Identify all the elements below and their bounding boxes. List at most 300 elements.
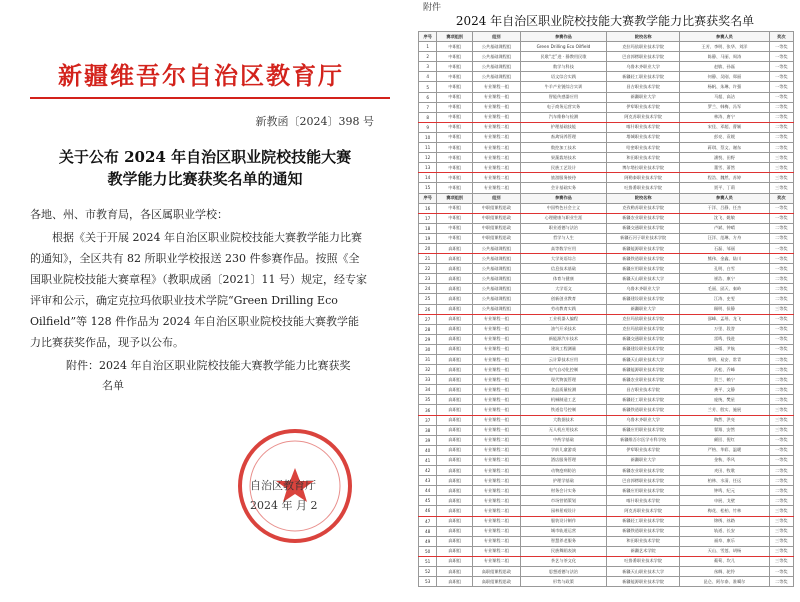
table-cell: 巴音郭楞职业技术学院 (607, 52, 680, 62)
table-cell: 三等奖 (769, 183, 793, 193)
table-cell: 机械制造工艺 (520, 395, 606, 405)
table-cell: 一等奖 (769, 92, 793, 102)
table-cell: 新疆应用职业技术学院 (607, 425, 680, 435)
table-cell: 一等奖 (769, 82, 793, 92)
table-row (419, 395, 794, 405)
table-cell: 专业课程二组 (473, 122, 521, 132)
table-cell: 专业课程一组 (473, 102, 521, 112)
table-cell: 33 (419, 375, 437, 385)
table-row (419, 274, 794, 284)
table-cell: 园林景观设计 (520, 506, 606, 516)
table-cell: 高职组 (437, 435, 473, 445)
seal-org: 自治区教育厅 (250, 479, 316, 492)
table-cell: 二等奖 (769, 355, 793, 365)
table-cell: 7 (419, 102, 437, 112)
table-cell: 丝绸、驼铃 (680, 566, 770, 576)
table-cell: 52 (419, 566, 437, 576)
table-row (419, 516, 794, 526)
table-cell: 专业课程一组 (473, 395, 521, 405)
table-cell: 44 (419, 486, 437, 496)
table-cell: 一等奖 (769, 72, 793, 82)
table-row (419, 314, 794, 324)
table-cell: 乌鲁木齐职业大学 (607, 415, 680, 425)
table-cell: 二等奖 (769, 143, 793, 153)
table-cell: 高职组 (437, 314, 473, 324)
table-cell: 新疆交通职业技术学院 (607, 223, 680, 233)
table-cell: 公共基础课程组 (473, 284, 521, 294)
table-cell: 二等奖 (769, 476, 793, 486)
table-row (419, 203, 794, 213)
table-row (419, 42, 794, 52)
table-cell: 24 (419, 284, 437, 294)
table-cell: 专业课程一组 (473, 375, 521, 385)
table-cell: 一等奖 (769, 344, 793, 354)
column-header: 赛项组别 (437, 193, 473, 203)
table-cell: 专业课程一组 (473, 344, 521, 354)
table-cell: 庞统、樊星 (680, 395, 770, 405)
table-cell: 二等奖 (769, 496, 793, 506)
table-cell: 高职组 (437, 566, 473, 576)
table-row (419, 132, 794, 142)
table-cell: 动物疫病防治 (520, 466, 606, 476)
table-cell: 语文综合实践 (520, 72, 606, 82)
table-cell: 高职组 (437, 365, 473, 375)
table-cell: 高职组 (437, 556, 473, 566)
table-cell: 一等奖 (769, 264, 793, 274)
table-cell: 专业课程二组 (473, 516, 521, 526)
table-cell: 高职组 (437, 496, 473, 506)
table-cell: 二等奖 (769, 577, 793, 587)
table-cell: 数学与科技 (520, 62, 606, 72)
table-row (419, 455, 794, 465)
table-cell: 护理学基础 (520, 476, 606, 486)
table-cell: 二等奖 (769, 395, 793, 405)
table-cell: 财务会计实务 (520, 486, 606, 496)
table-cell: 公共基础课程组 (473, 243, 521, 253)
column-header: 参赛人员 (680, 193, 770, 203)
table-cell: 严格、华彩、温暖 (680, 445, 770, 455)
column-header: 院校名称 (607, 32, 680, 42)
table-cell: 云计算技术应用 (520, 355, 606, 365)
header-rule (30, 97, 390, 99)
table-row (419, 62, 794, 72)
table-row (419, 153, 794, 163)
table-cell: 福寿、康乐 (680, 536, 770, 546)
table-cell: 新疆农业职业技术学院 (607, 213, 680, 223)
table-cell: 服装设计制作 (520, 516, 606, 526)
table-cell: 中职组 (437, 112, 473, 122)
appendix-page (410, 0, 800, 602)
table-cell: 民族舞蹈表演 (520, 546, 606, 556)
table-cell: 石磊、邹丽 (680, 243, 770, 253)
table-cell: 高职组 (437, 344, 473, 354)
table-cell: 蒋琪、蔡文、谢东 (680, 143, 770, 153)
column-header: 参赛作品 (520, 32, 606, 42)
table-cell: 专业课程二组 (473, 496, 521, 506)
table-cell: 专业课程一组 (473, 334, 521, 344)
table-cell: 乌鲁木齐职业大学 (607, 284, 680, 294)
table-cell: 克拉玛依职业技术学院 (607, 314, 680, 324)
table-cell: 53 (419, 577, 437, 587)
table-cell: 大学英语综合 (520, 254, 606, 264)
table-cell: 中药学基础 (520, 435, 606, 445)
table-cell: 新疆应用职业技术学院 (607, 486, 680, 496)
table-cell: 专业课程一组 (473, 92, 521, 102)
table-row (419, 183, 794, 193)
table-cell: 高职组 (437, 516, 473, 526)
table-cell: 思想道德与法治 (520, 566, 606, 576)
table-cell: 三等奖 (769, 415, 793, 425)
table-cell: 新疆农业职业技术学院 (607, 466, 680, 476)
table-cell: 创新创业教育 (520, 294, 606, 304)
table-cell: 中职组课程思政 (473, 233, 521, 243)
table-cell: 公共基础课程组 (473, 42, 521, 52)
table-cell: 民歌“走”进 · 静教用民歌 (520, 52, 606, 62)
table-cell: 专业课程二组 (473, 445, 521, 455)
table-cell: 高职组 (437, 445, 473, 455)
table-row (419, 213, 794, 223)
table-cell: 新疆能源职业技术学院 (607, 365, 680, 375)
table-cell: 民族工艺设计 (520, 163, 606, 173)
table-row (419, 486, 794, 496)
table-cell: 17 (419, 213, 437, 223)
seal-date: 2024 年 月 2 (250, 499, 318, 512)
table-cell: 一等奖 (769, 203, 793, 213)
table-cell: 高职组 (437, 415, 473, 425)
column-header: 组别 (473, 32, 521, 42)
annex-line-1: 附件：2024 年自治区职业院校技能大赛教学能力比赛获奖 (66, 359, 351, 372)
table-cell: 王芳、李明、张华、刘洋 (680, 42, 770, 52)
table-cell: 大学语文 (520, 284, 606, 294)
table-cell: 专业课程一组 (473, 355, 521, 365)
table-cell: 新疆轻工职业技术学院 (607, 395, 680, 405)
table-cell: 无人机应用技术 (520, 425, 606, 435)
table-cell: 中职组课程思政 (473, 203, 521, 213)
table-row (419, 466, 794, 476)
table-cell: 巴音郭楞职业技术学院 (607, 476, 680, 486)
table-cell: 新能源汽车技术 (520, 334, 606, 344)
table-cell: 宋佳、邓超、曹颖 (680, 122, 770, 132)
table-cell: 翟翔、安然 (680, 425, 770, 435)
table-cell: 42 (419, 466, 437, 476)
table-cell: 二等奖 (769, 466, 793, 476)
table-cell: 二等奖 (769, 385, 793, 395)
table-cell: 公共基础课程组 (473, 62, 521, 72)
table-cell: 新疆维吾尔医学专科学校 (607, 435, 680, 445)
table-cell: 中职组 (437, 52, 473, 62)
table-row (419, 375, 794, 385)
table-row (419, 143, 794, 153)
table-cell: 新疆铁道职业技术学院 (607, 254, 680, 264)
notice-paragraph: 根据《关于开展 2024 年自治区职业院校技能大赛教学能力比赛的通知》，全区共有 82 所职业学校报送 230 件参赛作品。按照《全国职业院校技能大赛章程》（教职成函〔2021〕11 号）规定，经专家评审和公示，确定克拉玛依职业技术学院“Green Drilling Eco Oilfield”等 128 件作品为 2024 年自治区职业院校技能大赛教学能力比赛获奖作品，现予以公布。 (30, 231, 367, 349)
table-cell: 智慧养老服务 (520, 536, 606, 546)
table-row (419, 284, 794, 294)
table-cell: 高职组 (437, 324, 473, 334)
table-row (419, 496, 794, 506)
table-cell: 于洋、吕静、任杰 (680, 203, 770, 213)
table-cell: 阿勒泰职业技术学院 (607, 173, 680, 183)
table-cell: 昌吉职业技术学院 (607, 385, 680, 395)
table-cell: 高等数学应用 (520, 243, 606, 253)
table-cell: 吐鲁番职业技术学院 (607, 183, 680, 193)
table-cell: 专业课程二组 (473, 546, 521, 556)
table-cell: 汤圆、尹航 (680, 344, 770, 354)
table-cell: 三等奖 (769, 536, 793, 546)
table-cell: 马超、高洁 (680, 92, 770, 102)
table-cell: 高职组 (437, 274, 473, 284)
table-cell: 三等奖 (769, 173, 793, 183)
table-row (419, 163, 794, 173)
table-cell: 新疆职业大学 (607, 455, 680, 465)
table-cell: 高职组 (437, 486, 473, 496)
table-cell: 专业课程二组 (473, 506, 521, 516)
table-cell: 新疆建设职业技术学院 (607, 344, 680, 354)
table-cell: 果蔬栽培技术 (520, 153, 606, 163)
table-cell: 高职组 (437, 334, 473, 344)
table-row (419, 476, 794, 486)
table-cell: 36 (419, 405, 437, 415)
table-cell: 新疆应用职业技术学院 (607, 264, 680, 274)
table-cell: 新疆天山职业技术大学 (607, 566, 680, 576)
column-header: 组别 (473, 193, 521, 203)
table-cell: 塔城职业技术学院 (607, 132, 680, 142)
table-cell: 数控加工技术 (520, 143, 606, 153)
table-cell: 金秋、季风 (680, 455, 770, 465)
table-cell: 中职组 (437, 173, 473, 183)
table-cell: 二等奖 (769, 132, 793, 142)
table-cell: 三等奖 (769, 304, 793, 314)
table-row (419, 233, 794, 243)
table-cell: 专业课程一组 (473, 365, 521, 375)
table-cell: 城市轨道运营 (520, 526, 606, 536)
table-cell: 20 (419, 243, 437, 253)
table-cell: 中职组 (437, 72, 473, 82)
table-cell: 中职组 (437, 143, 473, 153)
table-cell: 喀什职业技术学院 (607, 122, 680, 132)
table-cell: 29 (419, 334, 437, 344)
table-cell: 高职组 (437, 466, 473, 476)
table-cell: 三等奖 (769, 516, 793, 526)
table-cell: 工业机器人编程 (520, 314, 606, 324)
table-cell: 高职组 (437, 455, 473, 465)
table-cell: 中职组 (437, 132, 473, 142)
table-cell: 林涛、唐宁 (680, 112, 770, 122)
table-cell: 新疆交通职业技术学院 (607, 334, 680, 344)
table-cell: 专业课程一组 (473, 405, 521, 415)
table-cell: 5 (419, 82, 437, 92)
table-cell: 劳动教育实践 (520, 304, 606, 314)
column-header: 奖次 (769, 193, 793, 203)
award-table (418, 31, 794, 587)
table-cell: 高职组 (437, 536, 473, 546)
table-row (419, 536, 794, 546)
table-cell: 新疆职业大学 (607, 92, 680, 102)
table-cell: 酒店服务管理 (520, 455, 606, 465)
award-table-body (419, 42, 794, 587)
table-cell: 中职组 (437, 183, 473, 193)
table-cell: 万里、段誉 (680, 324, 770, 334)
table-cell: 专业课程二组 (473, 526, 521, 536)
table-cell: 何静、吴刚、郑丽 (680, 72, 770, 82)
table-cell: 专业课程二组 (473, 143, 521, 153)
table-cell: 公共基础课程组 (473, 52, 521, 62)
table-cell: 专业课程二组 (473, 536, 521, 546)
table-row (419, 355, 794, 365)
table-cell: 新疆能源职业技术学院 (607, 577, 680, 587)
table-cell: 专业课程一组 (473, 385, 521, 395)
table-cell: 孔明、白雪 (680, 264, 770, 274)
table-cell: 三等奖 (769, 556, 793, 566)
table-cell: 中职组 (437, 122, 473, 132)
table-cell: 信息技术基础 (520, 264, 606, 274)
table-row (419, 546, 794, 556)
table-cell: 中职组 (437, 223, 473, 233)
table-cell: 专业课程二组 (473, 183, 521, 193)
table-cell: 昆仑、阿尔泰、准噶尔 (680, 577, 770, 587)
table-cell: 公共基础课程组 (473, 72, 521, 82)
table-cell: 一等奖 (769, 62, 793, 72)
table-cell: 和田职业技术学院 (607, 153, 680, 163)
table-cell: 体育与健康 (520, 274, 606, 284)
table-cell: 三等奖 (769, 425, 793, 435)
table-row (419, 264, 794, 274)
column-header: 序号 (419, 32, 437, 42)
table-cell: 电气自动化控制 (520, 365, 606, 375)
table-cell: 高职组 (437, 506, 473, 516)
table-cell: 职业道德与法治 (520, 223, 606, 233)
table-cell: 克孜勒苏职业技术学院 (607, 203, 680, 213)
table-cell: 中职组课程思政 (473, 213, 521, 223)
table-row (419, 122, 794, 132)
table-cell: 陈静、马丽、周涛 (680, 52, 770, 62)
table-row (419, 254, 794, 264)
table-cell: 毛丽、邱天、秦岭 (680, 284, 770, 294)
table-cell: 51 (419, 556, 437, 566)
annex-note (66, 356, 376, 396)
table-cell: 沈飞、姚敏 (680, 213, 770, 223)
table-cell: 专业课程二组 (473, 435, 521, 445)
table-cell: 47 (419, 516, 437, 526)
table-cell: 顾明、侯静 (680, 304, 770, 314)
table-cell: 旅游服务接待 (520, 173, 606, 183)
table-cell: 三等奖 (769, 546, 793, 556)
table-cell: 建筑工程测量 (520, 344, 606, 354)
appendix-label: 附件 (423, 3, 442, 13)
table-cell: 高职组 (437, 405, 473, 415)
document-number: 新教函〔2024〕398 号 (255, 115, 374, 128)
table-cell: 35 (419, 395, 437, 405)
table-cell: 高职组 (437, 254, 473, 264)
table-cell: 博尔塔拉职业技术学院 (607, 163, 680, 173)
table-cell: 柏林、水清、任远 (680, 476, 770, 486)
column-header: 赛项组别 (437, 32, 473, 42)
table-cell: 二等奖 (769, 112, 793, 122)
table-cell: 13 (419, 163, 437, 173)
table-row (419, 506, 794, 516)
table-cell: 轨道、长安 (680, 526, 770, 536)
table-cell: 油气开采技术 (520, 324, 606, 334)
table-cell: 畜禽饲养管理 (520, 132, 606, 142)
table-cell: 二等奖 (769, 223, 793, 233)
table-cell: 三等奖 (769, 526, 793, 536)
table-cell: 高职组 (437, 395, 473, 405)
table-cell: 新疆天山职业技术大学 (607, 355, 680, 365)
table-cell: 三等奖 (769, 163, 793, 173)
table-cell: 中职组 (437, 62, 473, 72)
table-cell: 6 (419, 92, 437, 102)
table-cell: 10 (419, 132, 437, 142)
table-row (419, 304, 794, 314)
table-cell: 中职组 (437, 163, 473, 173)
table-cell: 熊伟、金鑫、陆川 (680, 254, 770, 264)
table-cell: 16 (419, 203, 437, 213)
table-cell: 梅花、松柏、竹林 (680, 506, 770, 516)
table-row (419, 385, 794, 395)
table-cell: 专业课程二组 (473, 132, 521, 142)
table-cell: 高职组 (437, 264, 473, 274)
column-header: 院校名称 (607, 193, 680, 203)
notice-title (30, 146, 380, 190)
table-cell: 中职组 (437, 233, 473, 243)
table-cell: 一等奖 (769, 52, 793, 62)
table-cell: 电子商务运营实务 (520, 102, 606, 112)
table-cell: 昌吉职业技术学院 (607, 82, 680, 92)
table-cell: 专业课程二组 (473, 163, 521, 173)
table-cell: 克拉玛依职业技术学院 (607, 324, 680, 334)
table-cell: 彭亮、袁媛 (680, 132, 770, 142)
table-cell: 30 (419, 344, 437, 354)
table-cell: 克拉玛依职业技术学院 (607, 42, 680, 52)
table-cell: 22 (419, 264, 437, 274)
table-cell: 阿克苏职业技术学院 (607, 112, 680, 122)
table-cell: 新疆能源职业技术学院 (607, 243, 680, 253)
table-row (419, 334, 794, 344)
table-cell: 19 (419, 233, 437, 243)
table-cell: 新疆天山职业技术大学 (607, 274, 680, 284)
table-cell: 天山、雪莲、胡杨 (680, 546, 770, 556)
table-cell: 龚平、文静 (680, 385, 770, 395)
table-row (419, 102, 794, 112)
table-cell: 伊犁职业技术学院 (607, 102, 680, 112)
table-cell: 37 (419, 415, 437, 425)
table-cell: 一等奖 (769, 435, 793, 445)
table-cell: 茶艺与茶文化 (520, 556, 606, 566)
table-cell: 高职组课程思政 (473, 566, 521, 576)
table-cell: 新疆职业大学 (607, 304, 680, 314)
table-cell: 新疆铁道职业技术学院 (607, 526, 680, 536)
table-row (419, 445, 794, 455)
table-cell: 公共基础课程组 (473, 304, 521, 314)
table-row (419, 294, 794, 304)
table-cell: 专业课程二组 (473, 476, 521, 486)
table-cell: 48 (419, 526, 437, 536)
table-row (419, 405, 794, 415)
table-row (419, 344, 794, 354)
table-cell: 一等奖 (769, 455, 793, 465)
table-cell: 三等奖 (769, 506, 793, 516)
table-cell: 锦绣、丝路 (680, 516, 770, 526)
table-cell: 专业课程一组 (473, 112, 521, 122)
table-cell: 赵敏、孙磊 (680, 62, 770, 72)
table-cell: 中职组课程思政 (473, 223, 521, 233)
table-cell: 食品质量检测 (520, 385, 606, 395)
table-cell: 二等奖 (769, 365, 793, 375)
table-cell: 14 (419, 173, 437, 183)
table-cell: 新疆轻工职业技术学院 (607, 516, 680, 526)
table-cell: 潘悦、田野 (680, 153, 770, 163)
table-cell: 会计基础实务 (520, 183, 606, 193)
table-row (419, 193, 794, 203)
